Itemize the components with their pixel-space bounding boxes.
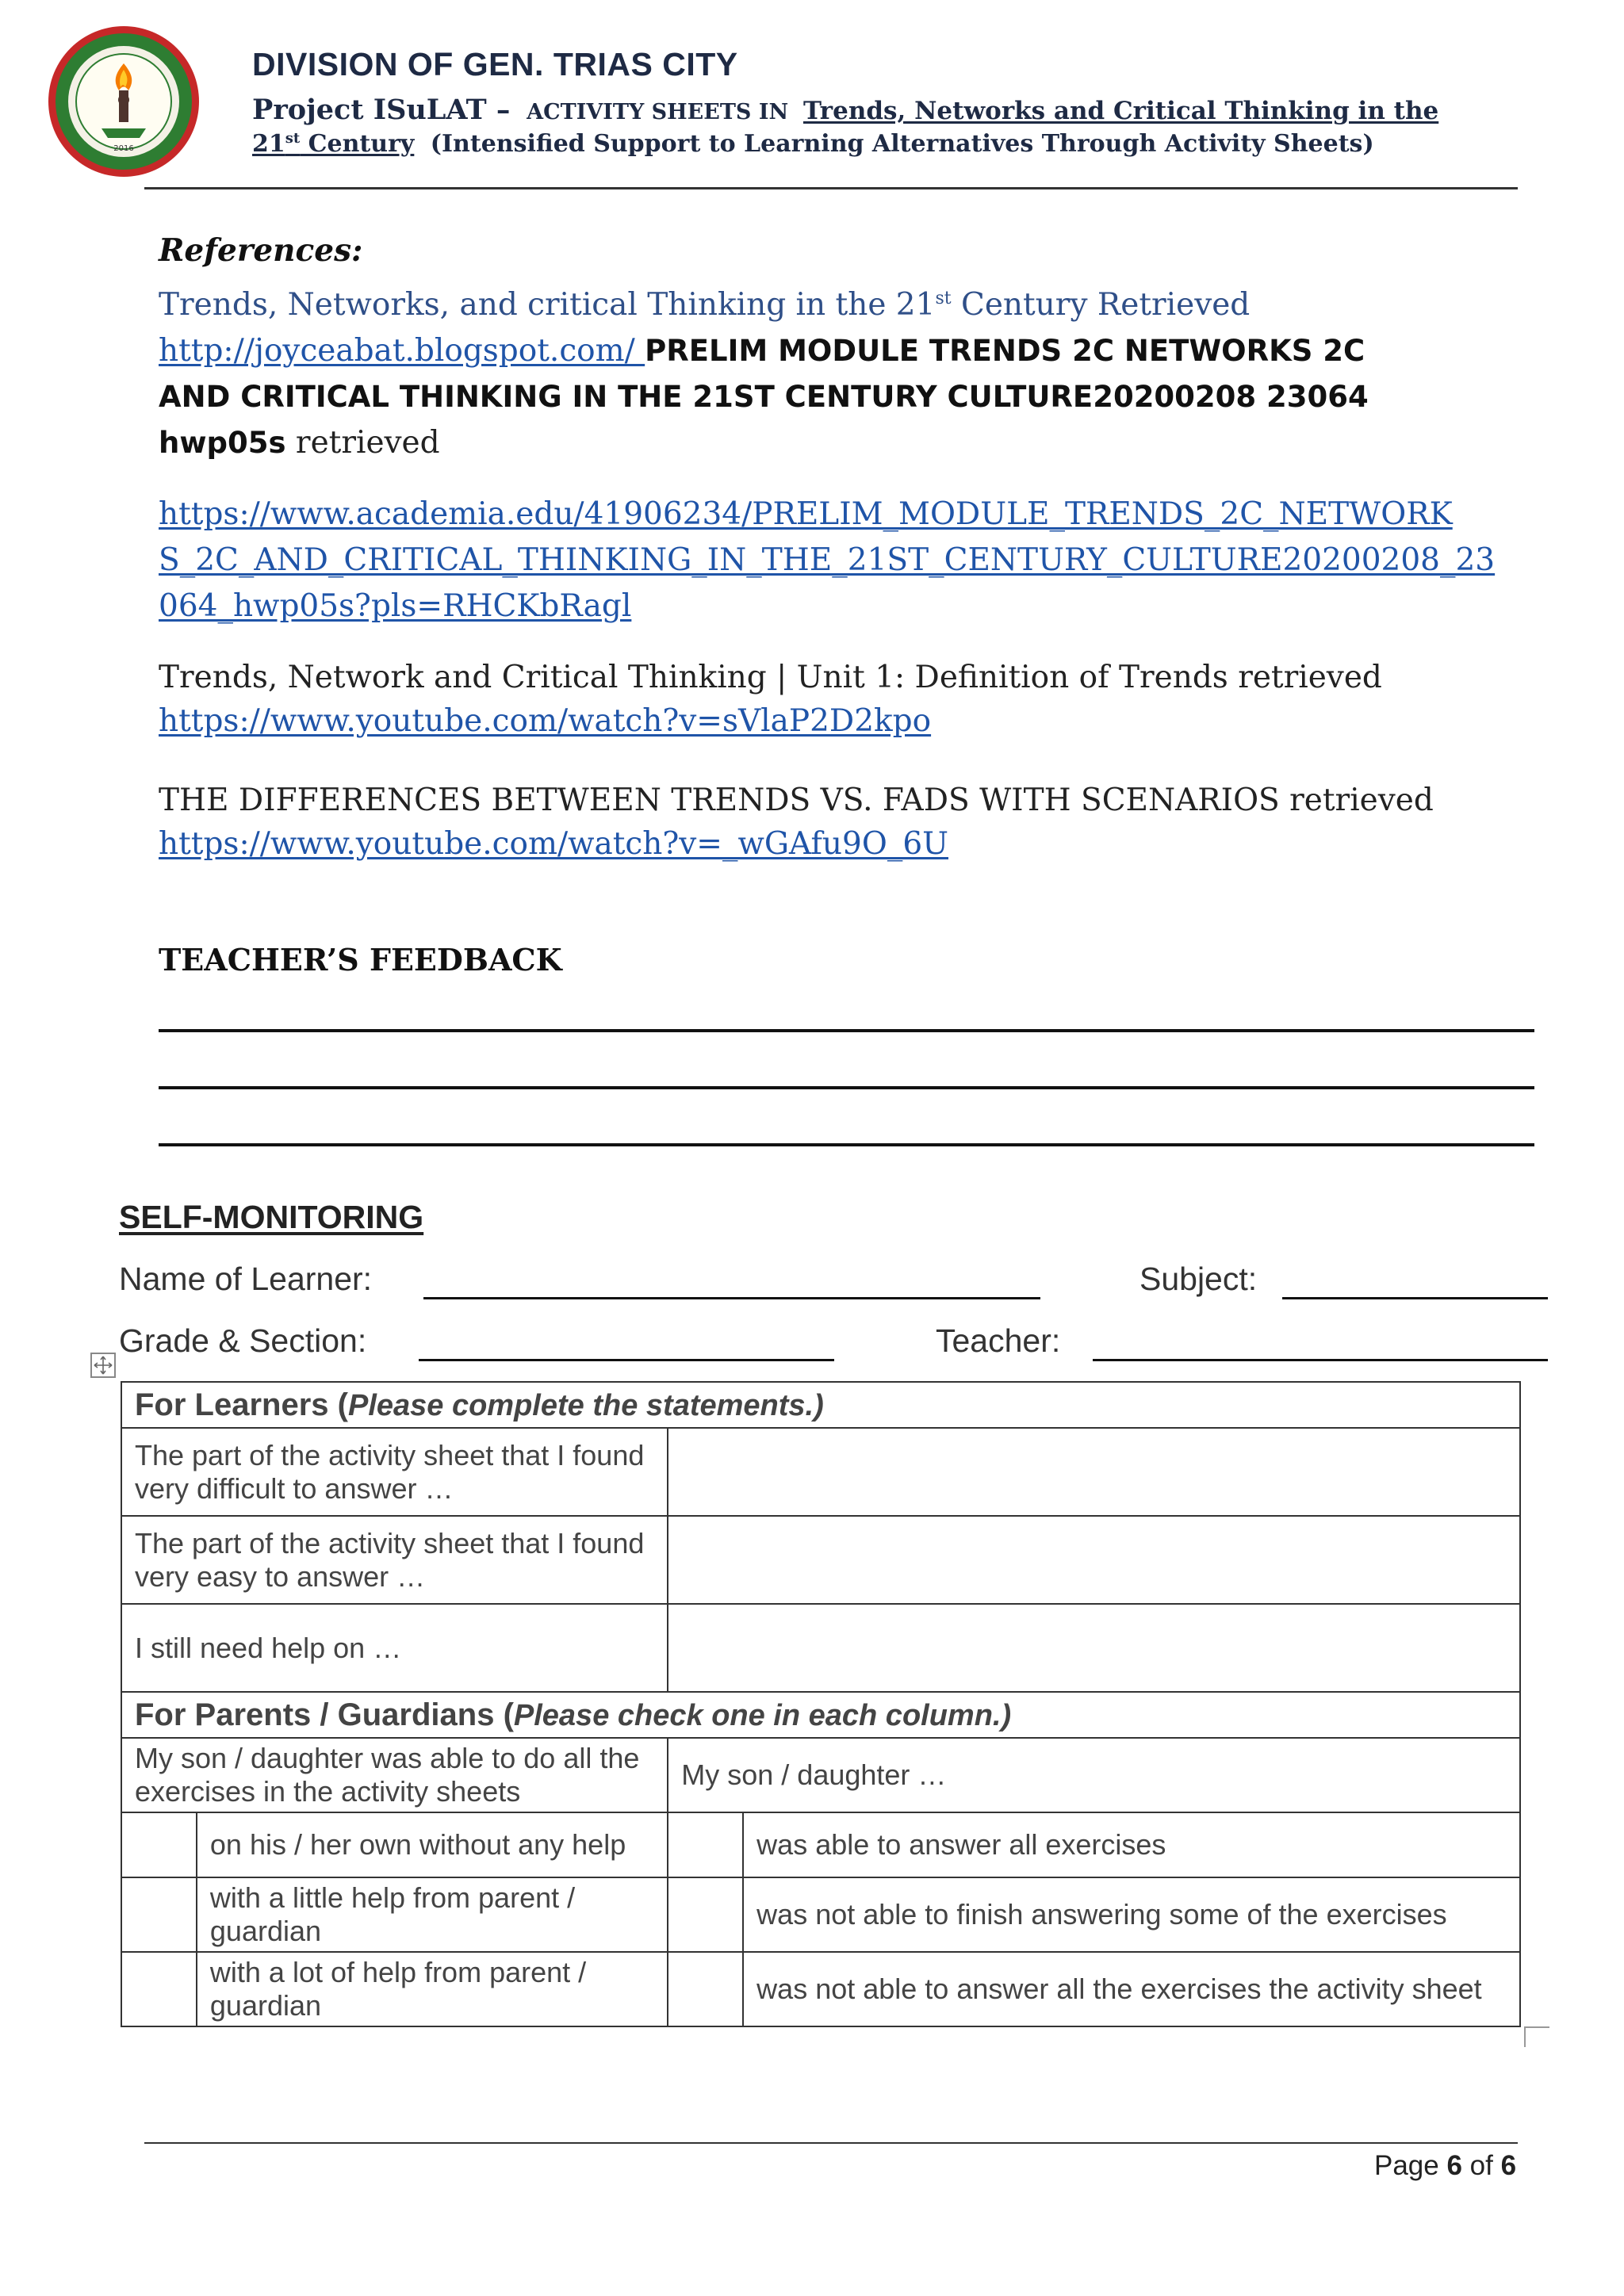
reference-3-link[interactable]: https://www.youtube.com/watch?v=sVlaP2D2kpo — [159, 703, 932, 739]
table-row — [121, 1604, 1520, 1692]
svg-text:2016: 2016 — [113, 144, 134, 153]
reference-2-link-line-1[interactable]: https://www.academia.edu/41906234/PRELIM_MODULE_TRENDS_2C_NETWORK — [159, 496, 1453, 532]
learner-statement-3: I still need help on … — [121, 1604, 668, 1692]
reference-4-text: THE DIFFERENCES BETWEEN TRENDS VS. FADS WITH SCENARIOS retrieved — [159, 783, 1434, 818]
table-resize-handle[interactable] — [1524, 2026, 1549, 2047]
table-row — [121, 1428, 1520, 1516]
teacher-blank[interactable] — [1093, 1359, 1548, 1361]
subject-label: Subject: — [1139, 1261, 1258, 1297]
project-name: Project ISuLAT – — [252, 94, 511, 126]
feedback-line-1[interactable] — [159, 1029, 1534, 1032]
reference-2-link-line-3[interactable]: 064_hwp05s?pls=RHCKbRagl — [159, 588, 632, 624]
reference-3-text: Trends, Network and Critical Thinking | Unit 1: Definition of Trends retrieved — [159, 660, 1382, 695]
teacher-feedback-title: TEACHER’S FEEDBACK — [159, 942, 562, 978]
self-monitoring-title: SELF-MONITORING — [119, 1199, 424, 1235]
project-line-1 — [252, 94, 1438, 126]
project-tagline: (Intensified Support to Learning Alternatives Through Activity Sheets) — [430, 130, 1374, 158]
column-1-option-2: with a little help from parent / guardian — [197, 1877, 668, 1952]
column-2-option-2: was not able to finish answering some of the exercises — [743, 1877, 1520, 1952]
teacher-label: Teacher: — [936, 1322, 1061, 1359]
reference-1-bold-c: hwp05s — [159, 426, 286, 460]
table-row — [121, 1812, 1520, 1877]
division-seal-logo — [46, 24, 201, 179]
subject-blank[interactable] — [1282, 1297, 1548, 1299]
column-2-option-3: was not able to answer all the exercises the activity sheet — [743, 1952, 1520, 2026]
reference-1-retrieved: retrieved — [285, 425, 440, 461]
grade-section-label: Grade & Section: — [119, 1322, 367, 1359]
reference-1-title: Trends, Networks, and critical Thinking in the 21st Century Retrieved — [159, 287, 1251, 323]
checkbox-column-2-option-3[interactable] — [668, 1952, 743, 2026]
division-title: DIVISION OF GEN. TRIAS CITY — [252, 46, 738, 82]
learner-answer-3[interactable] — [668, 1604, 1520, 1692]
reference-4 — [159, 779, 1507, 866]
learner-statement-2: The part of the activity sheet that I found very easy to answer … — [121, 1516, 668, 1604]
name-of-learner-blank[interactable] — [423, 1297, 1040, 1299]
checkbox-column-1-option-1[interactable] — [121, 1812, 197, 1877]
checkbox-column-2-option-2[interactable] — [668, 1877, 743, 1952]
learner-answer-2[interactable] — [668, 1516, 1520, 1604]
reference-4-link[interactable]: https://www.youtube.com/watch?v=_wGAfu9O_6U — [159, 826, 949, 862]
checkbox-column-1-option-3[interactable] — [121, 1952, 197, 2026]
reference-1-bold-a: PRELIM MODULE TRENDS 2C NETWORKS 2C — [645, 334, 1365, 368]
checkbox-column-1-option-2[interactable] — [121, 1877, 197, 1952]
table-row — [121, 1952, 1520, 2026]
table-row — [121, 1877, 1520, 1952]
for-parents-heading: For Parents / Guardians (Please check one in each column.) — [121, 1692, 1520, 1738]
table-row — [121, 1516, 1520, 1604]
reference-2-link-line-2[interactable]: S_2C_AND_CRITICAL_THINKING_IN_THE_21ST_CENTURY_CULTURE20200208_23 — [159, 542, 1496, 578]
footer-divider — [144, 2142, 1518, 2144]
activity-sheets-label: ACTIVITY SHEETS IN — [527, 100, 789, 124]
feedback-line-3[interactable] — [159, 1143, 1534, 1146]
reference-1 — [159, 276, 1507, 466]
reference-1-bold-b: AND CRITICAL THINKING IN THE 21ST CENTURY CULTURE20200208 23064 — [159, 380, 1369, 414]
reference-1-link[interactable]: http://joyceabat.blogspot.com/ — [159, 333, 645, 369]
column-1-option-1: on his / her own without any help — [197, 1812, 668, 1877]
name-of-learner-label: Name of Learner: — [119, 1261, 373, 1297]
project-line-2 — [252, 130, 1374, 158]
parent-column-1-heading: My son / daughter was able to do all the exercises in the activity sheets — [121, 1738, 668, 1812]
self-monitoring-table — [121, 1381, 1521, 2027]
reference-2 — [159, 492, 1507, 629]
grade-section-blank[interactable] — [419, 1359, 834, 1361]
for-learners-heading: For Learners (Please complete the statements.) — [121, 1382, 1520, 1428]
column-2-option-1: was able to answer all exercises — [743, 1812, 1520, 1877]
subject-title-part2: 21st Century — [252, 130, 415, 158]
reference-3 — [159, 656, 1507, 743]
table-move-handle-icon[interactable] — [90, 1353, 116, 1378]
column-1-option-3: with a lot of help from parent / guardian — [197, 1952, 668, 2026]
page-number: Page 6 of 6 — [1374, 2150, 1517, 2181]
table-row — [121, 1738, 1520, 1812]
learner-statement-1: The part of the activity sheet that I found very difficult to answer … — [121, 1428, 668, 1516]
learner-answer-1[interactable] — [668, 1428, 1520, 1516]
header-divider — [144, 187, 1518, 189]
feedback-line-2[interactable] — [159, 1086, 1534, 1089]
checkbox-column-2-option-1[interactable] — [668, 1812, 743, 1877]
references-title: References: — [159, 232, 363, 269]
parent-column-2-heading: My son / daughter … — [668, 1738, 1520, 1812]
subject-title-part1: Trends, Networks and Critical Thinking in the — [802, 97, 1439, 125]
